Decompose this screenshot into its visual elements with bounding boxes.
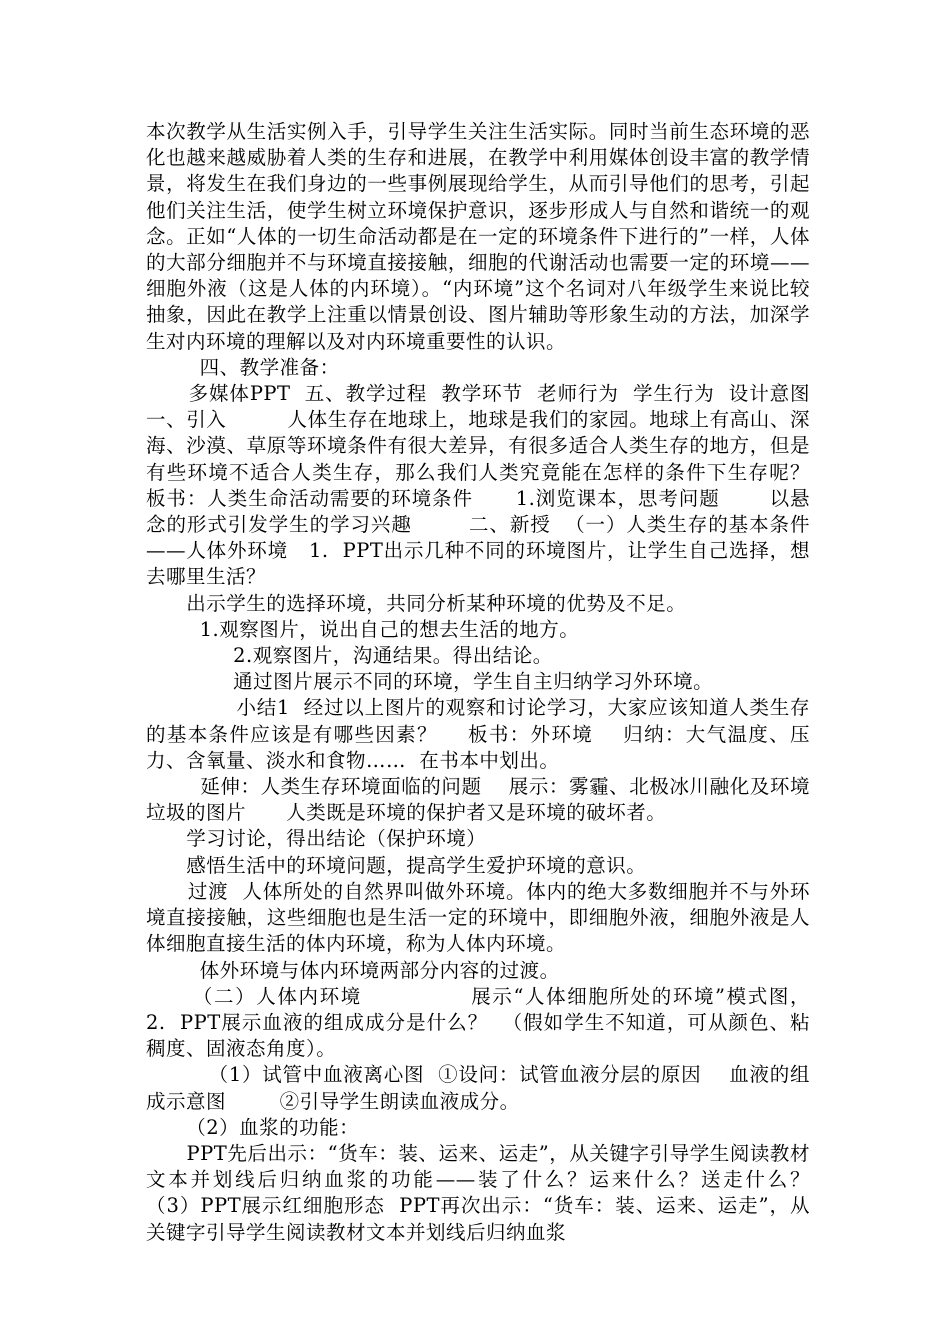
paragraph-extension: 延伸：人类生存环境面临的问题 展示：雾霾、北极冰川融化及环境垃圾的图片 人类既是环境的保护者又是环境的破坏者。 [146,775,810,825]
paragraph-transition: 过渡 人体所处的自然界叫做外环境。体内的绝大多数细胞并不与外环境直接接触，这些细胞也是生活一定的环境中，即细胞外液，细胞外液是人体细胞直接生活的体内环境，称为人体内环境。 [146,879,810,956]
paragraph-plasma-function: （2）血浆的功能： [146,1115,360,1139]
paragraph-transition-note: 体外环境与体内环境两部分内容的过渡。 [146,958,560,982]
paragraph-observe-2: 2.观察图片，沟通结果。得出结论。 [146,644,553,668]
paragraph-intro: 本次教学从生活实例入手，引导学生关注生活实际。同时当前生态环境的恶化也越来越威胁着人类的生存和进展，在教学中利用媒体创设丰富的教学情景，将发生在我们身边的一些事例展现给学生，从而引导他们的思考，引起他们关注生活，使学生树立环境保护意识，逐步形成人与自然和谐统一的观念。正如“人体的一切生命活动都是在一定的环境条件下进行的”一样，人体的大部分细胞并不与环境直接接触，细胞的代谢活动也需要一定的环境——细胞外液（这是人体的内环境）。“内环境”这个名词对八年级学生来说比较抽象，因此在教学上注重以情景创设、图片辅助等形象生动的方法，加深学生对内环境的理解以及对内环境重要性的认识。 [146,120,810,353]
heading-teaching-preparation: 四、教学准备： [146,355,340,379]
document-page [146,119,864,1246]
paragraph-internal-environment: （二）人体内环境 展示“人体细胞所处的环境”模式图， 2. PPT展示血液的组成成分是什么？ （假如学生不知道，可从颜色、粘稠度、固液态角度）。 [146,984,864,1061]
paragraph-summary-1: 小结1 经过以上图片的观察和讨论学习，大家应该知道人类生存的基本条件应该是有哪些因素？ 板书：外环境 归纳：大气温度、压力、含氧量、淡水和食物…… 在书本中划出。 [146,696,810,772]
paragraph-discussion: 学习讨论，得出结论（保护环境） [146,827,487,851]
paragraph-observe-1: 1.观察图片，说出自己的想去生活的地方。 [146,617,580,641]
paragraph-centrifuge: （1）试管中血液离心图 ①设问：试管血液分层的原因 血液的组成示意图 ②引导学生朗读血液成分。 [146,1063,810,1113]
paragraph-ppt-truck: PPT先后出示：“货车：装、运来、运走”，从关键字引导学生阅读教材文本并划线后归纳血浆的功能——装了什么？运来什么？送走什么？ （3）PPT展示红细胞形态 PPT再次出示：“货车：装、运来、运走”，从关键字引导学生阅读教材文本并划线后归纳血浆 [146,1141,837,1244]
paragraph-summary-images: 通过图片展示不同的环境，学生自主归纳学习外环境。 [146,670,714,694]
paragraph-awareness: 感悟生活中的环境问题，提高学生爱护环境的意识。 [146,853,647,877]
paragraph-teaching-process: 多媒体PPT 五、教学过程 教学环节 老师行为 学生行为 设计意图 一、引入 人体生存在地球上，地球是我们的家园。地球上有高山、深海、沙漠、草原等环境条件有很大差异，有很多适合人类生存的地方，但是有些环境不适合人类生存，那么我们人类究竟能在怎样的条件下生存呢？ 板书：人类生命活动需要的环境条件 1.浏览课本，思考问题 以悬念的形式引发学生的学习兴趣 二、新授 （一）人类生存的基本条件——人体外环境 1. PPT出示几种不同的环境图片，让学生自己选择，想去哪里生活？ [146,382,864,589]
paragraph-show-choices: 出示学生的选择环境，共同分析某种环境的优势及不足。 [146,591,687,615]
